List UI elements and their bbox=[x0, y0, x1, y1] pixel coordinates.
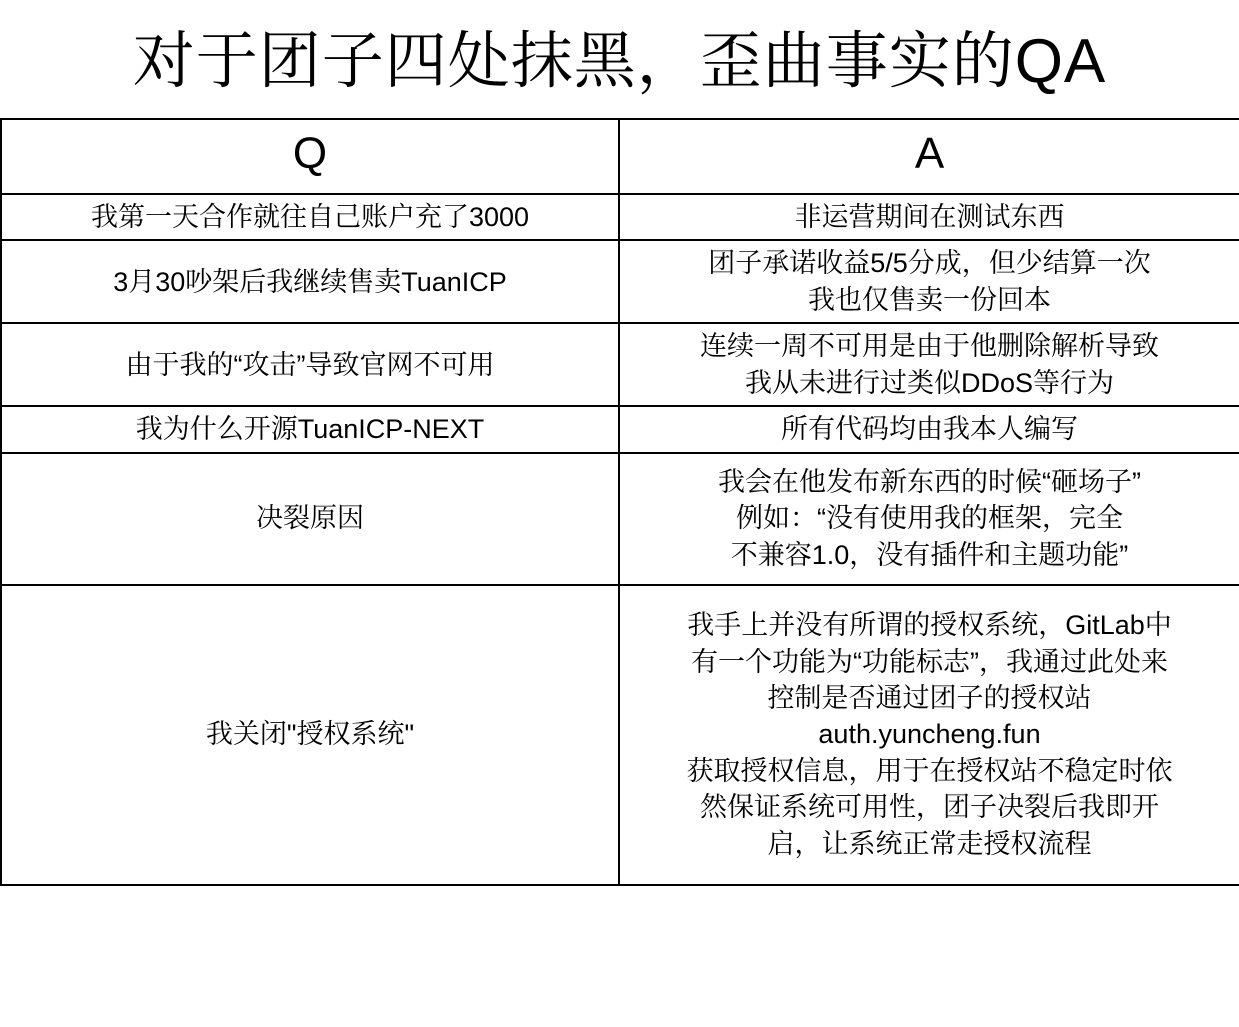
answer-cell bbox=[619, 453, 1239, 585]
question-text: 由于我的“攻击”导致官网不可用 bbox=[125, 349, 495, 380]
answer-cell bbox=[619, 406, 1239, 452]
table-header-row bbox=[1, 119, 1239, 194]
qa-table bbox=[0, 118, 1239, 885]
answer-text: 连续一周不可用是由于他删除解析导致 我从未进行过类似DDoS等行为 bbox=[700, 331, 1159, 398]
answer-text: 我手上并没有所谓的授权系统，GitLab中 有一个功能为“功能标志”，我通过此处来 控制是否通过团子的授权站 auth.yuncheng.fun 获取授权信息，用于在授权站不稳定时依 然保证系统可用性，团子决裂后我即开 启，让系统正常走授权流程 bbox=[686, 610, 1173, 859]
question-text: 决裂原因 bbox=[256, 503, 364, 534]
question-text: 我第一天合作就往自己账户充了3000 bbox=[90, 201, 530, 232]
question-cell bbox=[1, 453, 619, 585]
table-row bbox=[1, 240, 1239, 323]
column-header-answer: A bbox=[619, 119, 1239, 194]
table-row bbox=[1, 323, 1239, 406]
answer-text: 所有代码均由我本人编写 bbox=[781, 414, 1078, 445]
answer-cell bbox=[619, 240, 1239, 323]
column-header-question: Q bbox=[1, 119, 619, 194]
question-text: 我为什么开源TuanICP-NEXT bbox=[135, 414, 485, 445]
table-row bbox=[1, 406, 1239, 452]
table-row bbox=[1, 194, 1239, 240]
question-cell bbox=[1, 406, 619, 452]
table-row bbox=[1, 585, 1239, 885]
answer-cell bbox=[619, 585, 1239, 885]
question-cell bbox=[1, 240, 619, 323]
answer-cell bbox=[619, 323, 1239, 406]
question-text: 3月30吵架后我继续售卖TuanICP bbox=[113, 266, 507, 297]
answer-cell bbox=[619, 194, 1239, 240]
answer-text: 非运营期间在测试东西 bbox=[794, 201, 1065, 232]
question-cell bbox=[1, 194, 619, 240]
question-cell bbox=[1, 323, 619, 406]
answer-text: 我会在他发布新东西的时候“砸场子” 例如：“没有使用我的框架，完全 不兼容1.0，没有插件和主题功能” bbox=[718, 466, 1141, 570]
table-row bbox=[1, 453, 1239, 585]
answer-text: 团子承诺收益5/5分成，但少结算一次 我也仅售卖一份回本 bbox=[708, 248, 1151, 315]
question-cell bbox=[1, 585, 619, 885]
question-text: 我关闭"授权系统" bbox=[205, 719, 415, 750]
page-title: 对于团子四处抹黑，歪曲事实的QA bbox=[132, 27, 1107, 96]
